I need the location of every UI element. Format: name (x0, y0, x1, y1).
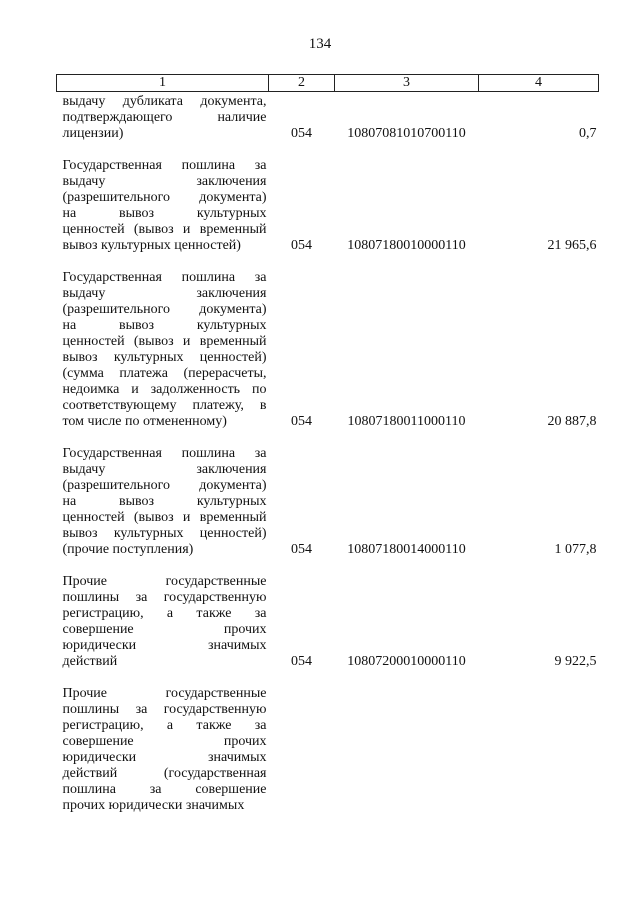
table-row (57, 158, 599, 254)
table-row (57, 92, 599, 143)
amount-value: 21 965,6 (547, 238, 597, 253)
description-line: на вывоз культурных (62, 494, 267, 509)
description-line: юридически значимых (62, 750, 267, 765)
description-line: (разрешительного документа) (62, 190, 267, 205)
budget-revenue-table (56, 74, 599, 814)
description-line: том числе по отмененному) (62, 414, 227, 429)
revenue-description (57, 574, 269, 670)
description-line: выдачу дубликата документа, (62, 94, 267, 109)
column-header-4: 4 (479, 75, 599, 92)
column-header-3: 3 (335, 75, 479, 92)
amount-value: 0,7 (579, 126, 597, 141)
description-line: выдачу заключения (62, 174, 267, 189)
budget-classification-code: 10807180011000110 (347, 414, 466, 429)
description-line: Государственная пошлина за (62, 446, 267, 461)
budget-classification-code: 10807180014000110 (347, 542, 466, 557)
table-body (57, 92, 599, 815)
row-spacer (57, 254, 599, 270)
description-line: подтверждающего наличие (62, 110, 267, 125)
administrator-code: 054 (291, 654, 312, 669)
revenue-description (57, 158, 269, 254)
description-line: ценностей (вывоз и временный (62, 510, 267, 525)
description-line: действий (62, 654, 118, 669)
table-row (57, 686, 599, 814)
description-line: пошлины за государственную (62, 702, 267, 717)
description-line: юридически значимых (62, 638, 267, 653)
description-line: регистрацию, а также за (62, 718, 267, 733)
table-row (57, 446, 599, 558)
row-spacer (57, 670, 599, 686)
description-line: Прочие государственные (62, 574, 267, 589)
description-line: (разрешительного документа) (62, 302, 267, 317)
description-line: соответствующему платежу, в (62, 398, 267, 413)
description-line: совершение прочих (62, 734, 267, 749)
amount-value: 9 922,5 (554, 654, 597, 669)
budget-classification-code (335, 686, 479, 814)
table-header-row (57, 75, 599, 92)
amount-value: 1 077,8 (554, 542, 597, 557)
administrator-code: 054 (291, 542, 312, 557)
description-line: выдачу заключения (62, 462, 267, 477)
description-line: на вывоз культурных (62, 206, 267, 221)
description-line: совершение прочих (62, 622, 267, 637)
administrator-code: 054 (291, 126, 312, 141)
description-line: пошлина за совершение (62, 782, 267, 797)
description-line: выдачу заключения (62, 286, 267, 301)
table-row (57, 574, 599, 670)
description-line: ценностей (вывоз и временный (62, 334, 267, 349)
description-line: Государственная пошлина за (62, 158, 267, 173)
description-line: (сумма платежа (перерасчеты, (62, 366, 267, 381)
row-spacer (57, 558, 599, 574)
budget-classification-code: 10807081010700110 (347, 126, 466, 141)
administrator-code: 054 (291, 238, 312, 253)
description-line: регистрацию, а также за (62, 606, 267, 621)
description-line: ценностей (вывоз и временный (62, 222, 267, 237)
budget-classification-code: 10807180010000110 (347, 238, 466, 253)
administrator-code: 054 (291, 414, 312, 429)
table-row (57, 270, 599, 430)
amount-value (479, 686, 599, 814)
administrator-code (269, 686, 335, 814)
amount-value: 20 887,8 (547, 414, 597, 429)
description-line: (разрешительного документа) (62, 478, 267, 493)
row-spacer (57, 430, 599, 446)
description-line: (прочие поступления) (62, 542, 194, 557)
description-line: недоимка и задолженность по (62, 382, 267, 397)
description-line: прочих юридически значимых (62, 798, 245, 813)
description-line: пошлины за государственную (62, 590, 267, 605)
description-line: вывоз культурных ценностей) (62, 526, 267, 541)
column-header-2: 2 (269, 75, 335, 92)
revenue-description (57, 686, 269, 814)
page-number: 134 (308, 36, 332, 52)
column-header-1: 1 (57, 75, 269, 92)
description-line: вывоз культурных ценностей) (62, 350, 267, 365)
description-line: на вывоз культурных (62, 318, 267, 333)
description-line: Прочие государственные (62, 686, 267, 701)
budget-classification-code: 10807200010000110 (347, 654, 466, 669)
revenue-description (57, 270, 269, 430)
description-line: лицензии) (62, 126, 124, 141)
row-spacer (57, 142, 599, 158)
description-line: Государственная пошлина за (62, 270, 267, 285)
description-line: вывоз культурных ценностей) (62, 238, 241, 253)
revenue-description (57, 92, 269, 143)
revenue-description (57, 446, 269, 558)
description-line: действий (государственная (62, 766, 267, 781)
